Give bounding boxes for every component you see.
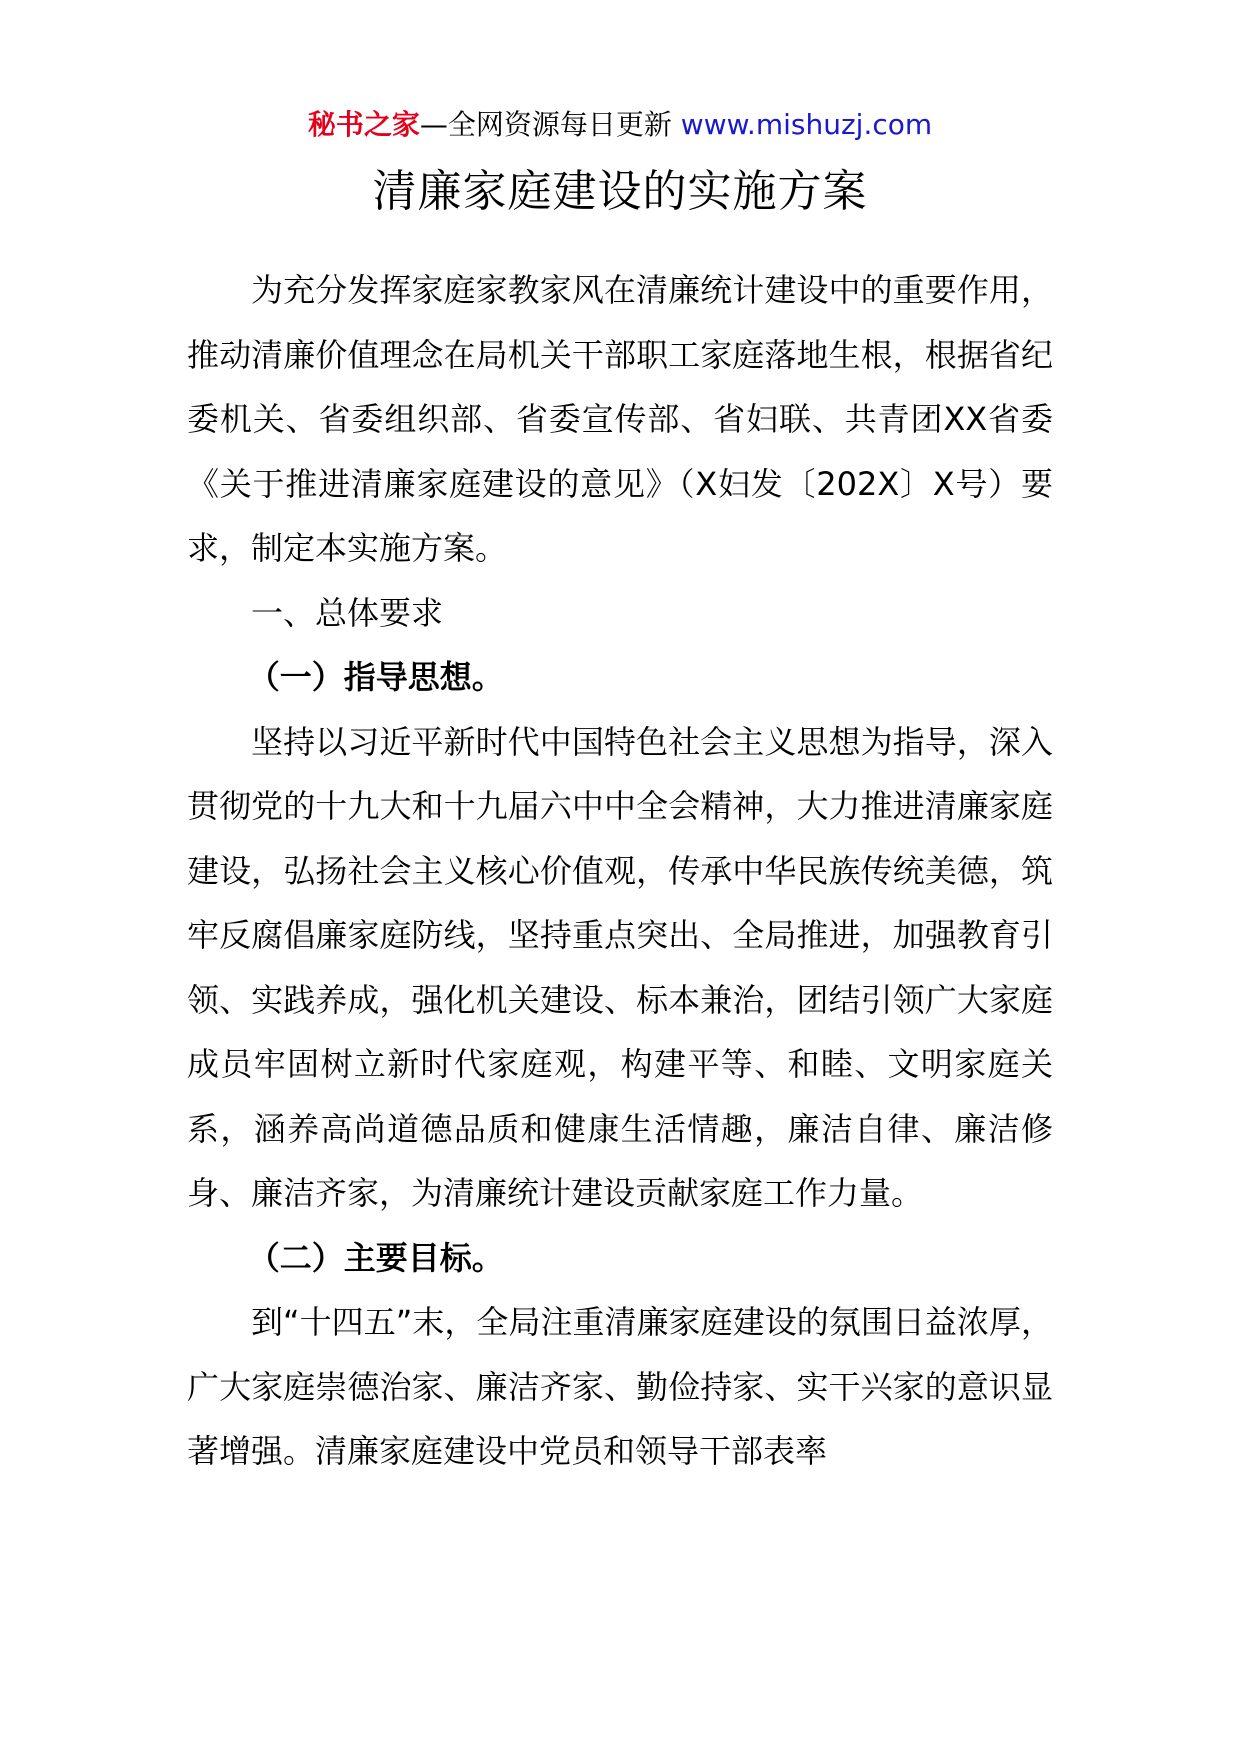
main-goals-paragraph: 到“十四五”末，全局注重清廉家庭建设的氛围日益浓厚，广大家庭崇德治家、廉洁齐家、勤俭持家、实干兴家的意识显著增强。清廉家庭建设中党员和领导干部表率 [187, 1303, 1053, 1470]
header-slogan: —全网资源每日更新 [419, 108, 672, 141]
document-body [187, 258, 1053, 1484]
site-url-link[interactable]: www.mishuzj.com [680, 108, 933, 141]
brand-name: 秘书之家 [307, 108, 420, 141]
intro-paragraph: 为充分发挥家庭家教家风在清廉统计建设中的重要作用，推动清廉价值理念在局机关干部职工家庭落地生根，根据省纪委机关、省委组织部、省委宣传部、省妇联、共青团XX省委《关于推进清廉家庭建设的意见》（X妇发〔202X〕X号）要求，制定本实施方案。 [187, 271, 1053, 567]
section-heading-general-requirements: 一、总体要求 [251, 593, 444, 632]
document-title: 清廉家庭建设的实施方案 [372, 166, 868, 217]
subsection-heading-guiding-thought: （一）指导思想。 [247, 658, 504, 696]
subsection-heading-main-goals: （二）主要目标。 [247, 1238, 504, 1277]
guiding-thought-paragraph: 坚持以习近平新时代中国特色社会主义思想为指导，深入贯彻党的十九大和十九届六中中全会精神，大力推进清廉家庭建设，弘扬社会主义核心价值观，传承中华民族传统美德，筑牢反腐倡廉家庭防线，坚持重点突出、全局推进，加强教育引领、实践养成，强化机关建设、标本兼治，团结引领广大家庭成员牢固树立新时代家庭观，构建平等、和睦、文明家庭关系，涵养高尚道德品质和健康生活情趣，廉洁自律、廉洁修身、廉洁齐家，为清廉统计建设贡献家庭工作力量。 [187, 722, 1053, 1212]
site-header [0, 106, 1240, 144]
